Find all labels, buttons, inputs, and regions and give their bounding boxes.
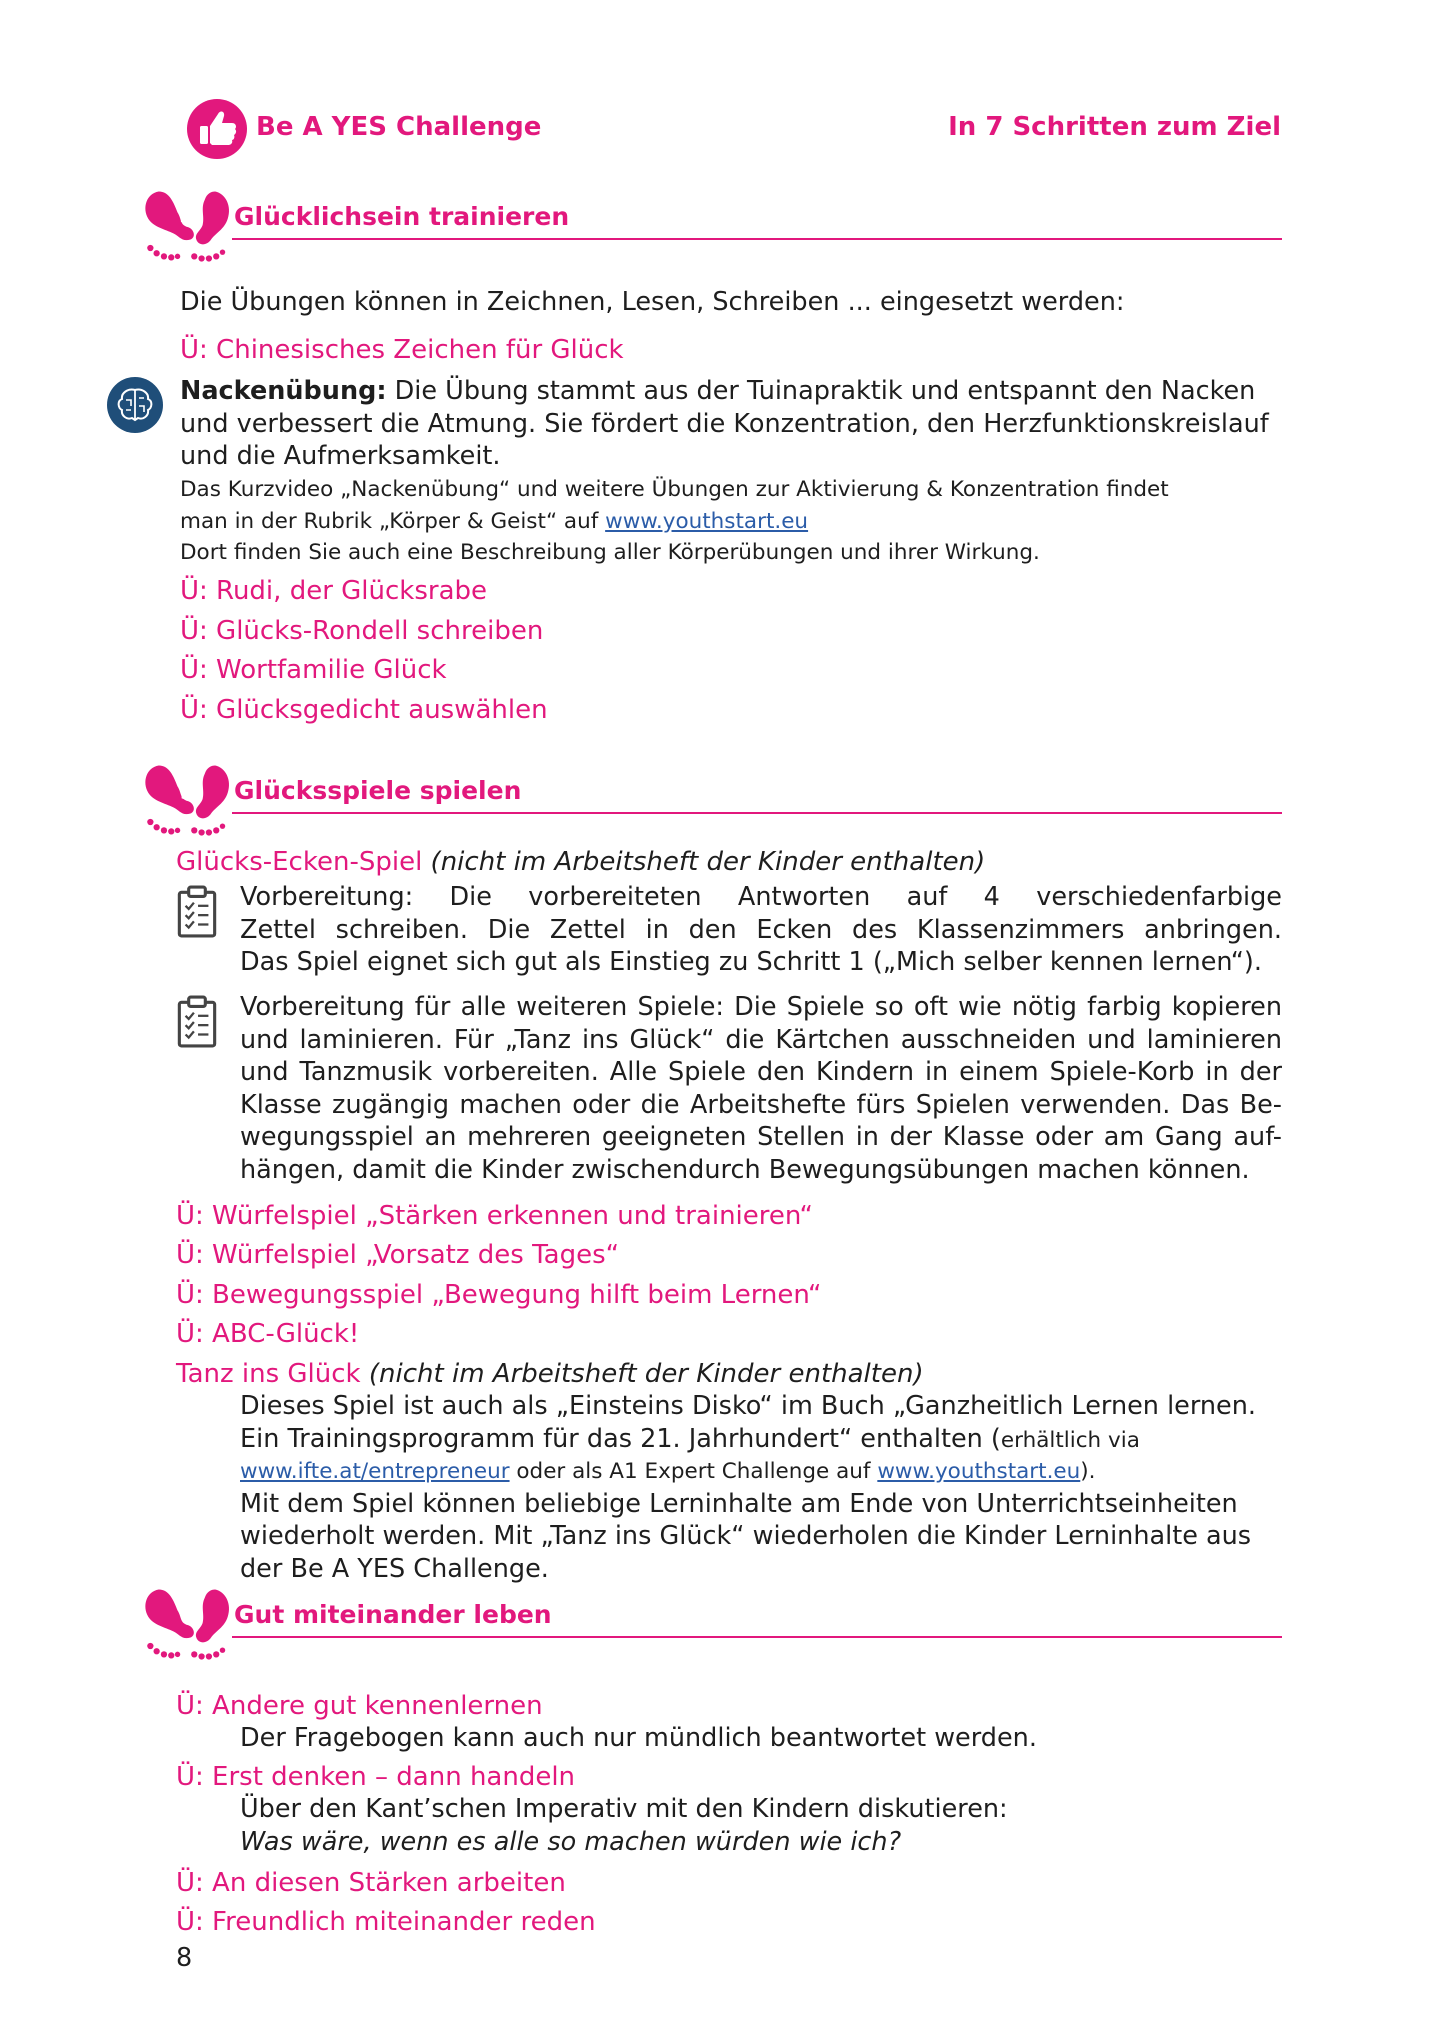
section-title: Gut miteinander leben (234, 1600, 552, 1629)
section-6-heading (142, 1584, 1282, 1668)
exercise-item: Ü: Würfelspiel „Stärken erkennen und trainieren“ (176, 1201, 813, 1231)
exercise-note: Der Fragebogen kann auch nur mündlich beantwortet werden. (240, 1723, 1037, 1753)
brain-badge (106, 376, 164, 434)
step-number: 4 (180, 206, 195, 230)
clipboard-checklist-icon (176, 884, 218, 938)
exercise-item: Ü: Chinesisches Zeichen für Glück (180, 335, 624, 365)
exercise-item: Ü: Erst denken – dann handeln (176, 1762, 576, 1792)
video-note: Das Kurzvideo „Nackenübung“ und weitere Übungen zur Aktivierung & Konzentration findet man in der Rubrik „Körper & Geist“ auf www.youthstart.eu Dort finden Sie auch eine Beschreibung aller Körperübungen und ihrer Wirkung. (180, 477, 1169, 565)
logo-badge (186, 98, 248, 160)
exercise-item: Ü: Würfelspiel „Vorsatz des Tages“ (176, 1240, 620, 1270)
exercise-item: Ü: ABC-Glück! (176, 1319, 360, 1349)
neck-exercise: Nackenübung: Die Übung stammt aus der Tuinapraktik und entspannt den Nacken und verbessert die Atmung. Sie fördert die Konzentration, den Herzfunktionskreislauf und die Aufmerksamkeit. (180, 376, 1269, 471)
exercise-item: Ü: Wortfamilie Glück (180, 655, 447, 685)
step-number: 6 (180, 1604, 195, 1628)
clipboard-checklist-icon (176, 994, 218, 1048)
page-number: 8 (176, 1943, 193, 1973)
section-rule (232, 1636, 1282, 1638)
exercise-item: Ü: Freundlich miteinander reden (176, 1907, 596, 1937)
exercise-item: Ü: Rudi, der Glücksrabe (180, 576, 488, 606)
exercise-item: Ü: Glücks-Rondell schreiben (180, 616, 544, 646)
ifte-link[interactable]: www.ifte.at/entrepreneur (240, 1459, 510, 1484)
brain-icon (106, 376, 164, 434)
section-rule (232, 812, 1282, 814)
exercise-item: Ü: Glücksgedicht auswählen (180, 695, 548, 725)
preparation-note: Vorbereitung für alle weiteren Spiele: Die Spiele so oft wie nötig farbig kopieren und laminieren. Für „Tanz ins Glück“ die Kärtchen ausschneiden und laminieren und Tanzmusik vorbereiten. Alle Spiele den Kindern in einem Spiele-Korb in der Klasse zugängig machen oder die Arbeitshefte fürs Spielen verwenden. Das Be- wegungsspiel an mehreren geeigneten Stellen in der Klasse oder am Gang auf- hängen, damit die Kinder zwischendurch Bewegungsübungen machen können. (240, 992, 1282, 1185)
step-number: 5 (180, 780, 195, 804)
exercise-note: Über den Kant’schen Imperativ mit den Kindern diskutieren: Was wäre, wenn es alle so machen würden wie ich? (240, 1794, 1008, 1857)
section-intro: Die Übungen können in Zeichnen, Lesen, Schreiben ... eingesetzt werden: (180, 287, 1125, 317)
section-title: Glücklichsein trainieren (234, 202, 570, 231)
section-rule (232, 238, 1282, 240)
dance-game-heading: Tanz ins Glück (nicht im Arbeitsheft der Kinder enthalten) (176, 1359, 924, 1389)
header-title: Be A YES Challenge (256, 112, 542, 142)
section-4-heading (142, 186, 1282, 270)
thumbs-up-icon (186, 98, 248, 160)
dance-game-description: Dieses Spiel ist auch als „Einsteins Disko“ im Buch „Ganzheitlich Lernen lernen. Ein Trainingsprogramm für das 21. Jahrhundert“ enthalten (erhältlich via www.ifte.at/entrepreneur oder als A1 Expert Challenge auf www.youthstart.eu). Mit dem Spiel können beliebige Lerninhalte am Ende von Unterrichtseinheiten wiederholt werden. Mit „Tanz ins Glück“ wiederholen die Kinder Lerninhalte aus der Be A YES Challenge. (240, 1391, 1256, 1584)
exercise-item: Ü: Andere gut kennenlernen (176, 1691, 543, 1721)
header-subtitle: In 7 Schritten zum Ziel (948, 112, 1281, 142)
neck-exercise-label: Nackenübung: (180, 376, 387, 406)
section-5-heading (142, 760, 1282, 844)
youthstart-link[interactable]: www.youthstart.eu (605, 508, 809, 534)
exercise-item: Ü: Bewegungsspiel „Bewegung hilft beim Lernen“ (176, 1280, 822, 1310)
exercise-item: Ü: An diesen Stärken arbeiten (176, 1868, 566, 1898)
corner-game-heading: Glücks-Ecken-Spiel (nicht im Arbeitsheft der Kinder enthalten) (176, 847, 986, 877)
preparation-note: Vorbereitung: Die vorbereiteten Antworten auf 4 verschiedenfarbige Zettel schreiben. Die Zettel in den Ecken des Klassenzimmers anbringen. Das Spiel eignet sich gut als Einstieg zu Schritt 1 („Mich selber kennen lernen“). (240, 882, 1282, 977)
section-title: Glücksspiele spielen (234, 776, 522, 805)
youthstart-link[interactable]: www.youthstart.eu (877, 1459, 1081, 1484)
